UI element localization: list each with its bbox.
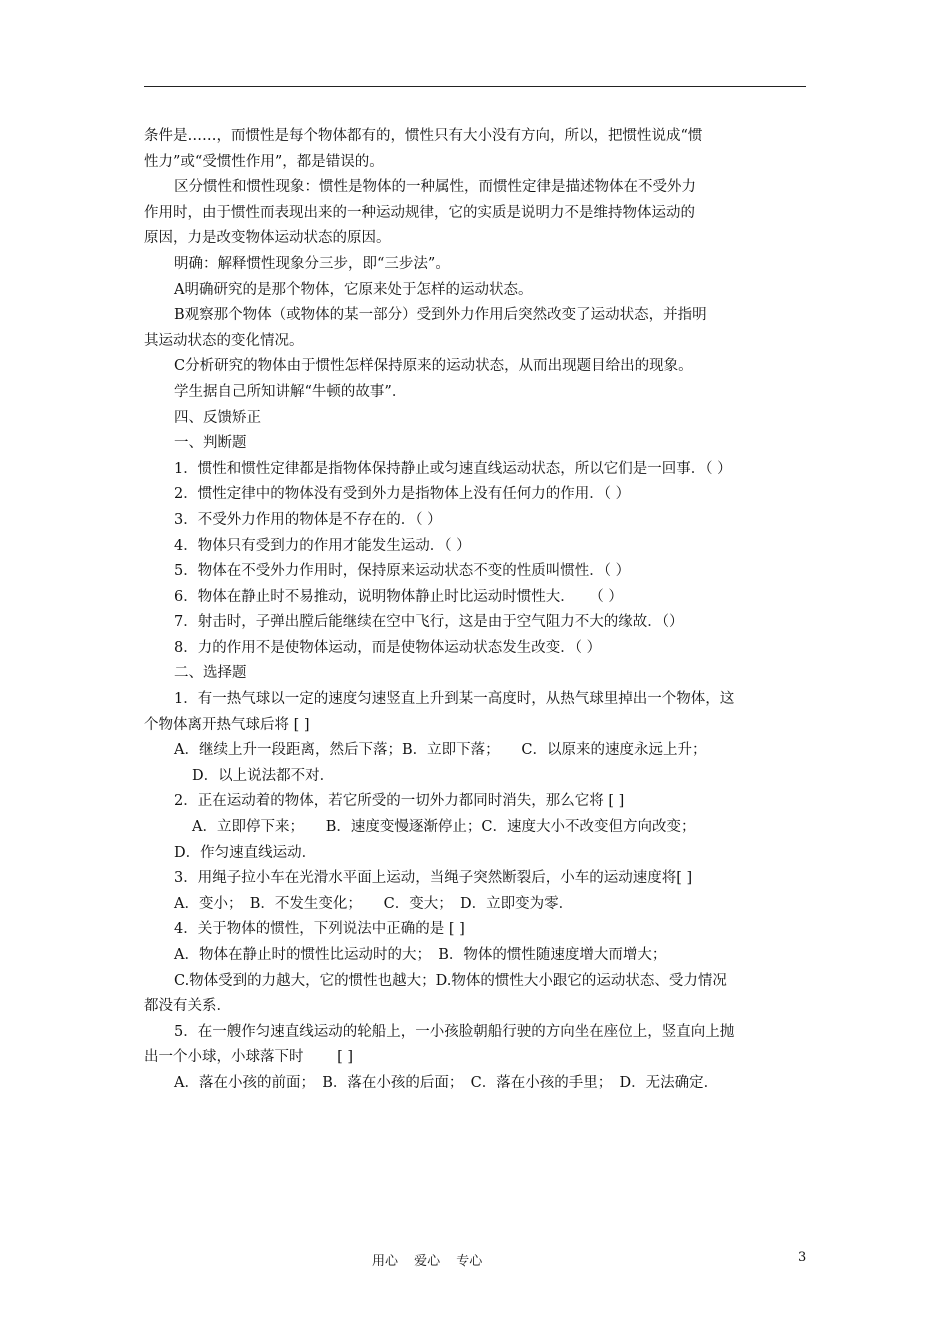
question-line: 出一个小球，小球落下时 [ ] bbox=[144, 1049, 354, 1066]
text-line: 作用时，由于惯性而表现出来的一种运动规律，它的实质是说明力不是维持物体运动的 bbox=[144, 204, 695, 221]
question-line: 5．物体在不受外力作用时，保持原来运动状态不变的性质叫惯性．（ ） bbox=[174, 563, 631, 580]
text-line: 学生据自己所知讲解“牛顿的故事”． bbox=[174, 383, 407, 400]
text-line: A明确研究的是那个物体，它原来处于怎样的运动状态。 bbox=[174, 281, 533, 298]
question-line: 6．物体在静止时不易推动，说明物体静止时比运动时惯性大． （ ） bbox=[174, 588, 623, 605]
option-line: A．立即停下来； B．速度变慢逐渐停止；C．速度大小不改变但方向改变； bbox=[192, 819, 696, 836]
option-line: D．作匀速直线运动． bbox=[174, 844, 317, 861]
footer-motto: 用心 爱心 专心 bbox=[372, 1254, 483, 1269]
text-line: 其运动状态的变化情况。 bbox=[144, 332, 304, 349]
question-line: 8．力的作用不是使物体运动，而是使物体运动状态发生改变．（ ） bbox=[174, 639, 602, 656]
text-line: 原因，力是改变物体运动状态的原因。 bbox=[144, 230, 391, 247]
option-line: C.物体受到的力越大，它的惯性也越大；D.物体的惯性大小跟它的运动状态、受力情况 bbox=[174, 972, 727, 989]
question-line: 2．惯性定律中的物体没有受到外力是指物体上没有任何力的作用．（ ） bbox=[174, 486, 631, 503]
section-heading: 一、判断题 bbox=[174, 435, 247, 452]
option-line: A．继续上升一段距离，然后下落；B．立即下落； C．以原来的速度永远上升； bbox=[174, 742, 707, 759]
document-body bbox=[144, 124, 808, 1097]
option-line: 都没有关系． bbox=[144, 998, 231, 1015]
option-line: A．落在小孩的前面； B．落在小孩的后面； C．落在小孩的手里； D．无法确定． bbox=[174, 1074, 719, 1091]
text-line: 明确：解释惯性现象分三步，即“三步法”。 bbox=[174, 255, 450, 272]
question-line: 5．在一艘作匀速直线运动的轮船上，一小孩脸朝船行驶的方向坐在座位上，竖直向上抛 bbox=[174, 1023, 735, 1040]
text-line: B观察那个物体（或物体的某一部分）受到外力作用后突然改变了运动状态，并指明 bbox=[174, 307, 707, 324]
text-line: 区分惯性和惯性现象：惯性是物体的一种属性，而惯性定律是描述物体在不受外力 bbox=[174, 179, 696, 196]
text-line: C分析研究的物体由于惯性怎样保持原来的运动状态，从而出现题目给出的现象。 bbox=[174, 358, 693, 375]
question-line: 1．有一热气球以一定的速度匀速竖直上升到某一高度时，从热气球里掉出一个物体，这 bbox=[174, 691, 735, 708]
header-rule bbox=[144, 86, 806, 87]
option-line: D．以上说法都不对． bbox=[192, 767, 335, 784]
question-line: 4．关于物体的惯性，下列说法中正确的是 [ ] bbox=[174, 921, 465, 938]
question-line: 3．不受外力作用的物体是不存在的．（ ） bbox=[174, 511, 442, 528]
question-line: 4．物体只有受到力的作用才能发生运动．（ ） bbox=[174, 537, 471, 554]
question-line: 个物体离开热气球后将 [ ] bbox=[144, 716, 310, 733]
option-line: A．物体在静止时的惯性比运动时的大； B．物体的惯性随速度增大而增大； bbox=[174, 947, 667, 963]
option-line: A．变小； B．不发生变化； C．变大； D．立即变为零． bbox=[174, 895, 574, 912]
question-line: 2．正在运动着的物体，若它所受的一切外力都同时消失，那么它将 [ ] bbox=[174, 793, 625, 810]
text-line: 性力”或“受惯性作用”，都是错误的。 bbox=[144, 153, 384, 170]
question-line: 1．惯性和惯性定律都是指物体保持静止或匀速直线运动状态，所以它们是一回事．（ ） bbox=[174, 460, 732, 477]
section-heading: 四、反馈矫正 bbox=[174, 409, 261, 426]
text-line: 条件是……，而惯性是每个物体都有的，惯性只有大小没有方向，所以，把惯性说成“惯 bbox=[144, 128, 703, 144]
section-heading: 二、选择题 bbox=[174, 665, 247, 682]
question-line: 7．射击时，子弹出膛后能继续在空中飞行，这是由于空气阻力不大的缘故．（） bbox=[174, 614, 684, 631]
question-line: 3．用绳子拉小车在光滑水平面上运动，当绳子突然断裂后，小车的运动速度将[ ] bbox=[174, 870, 693, 887]
page-number: 3 bbox=[798, 1250, 807, 1265]
